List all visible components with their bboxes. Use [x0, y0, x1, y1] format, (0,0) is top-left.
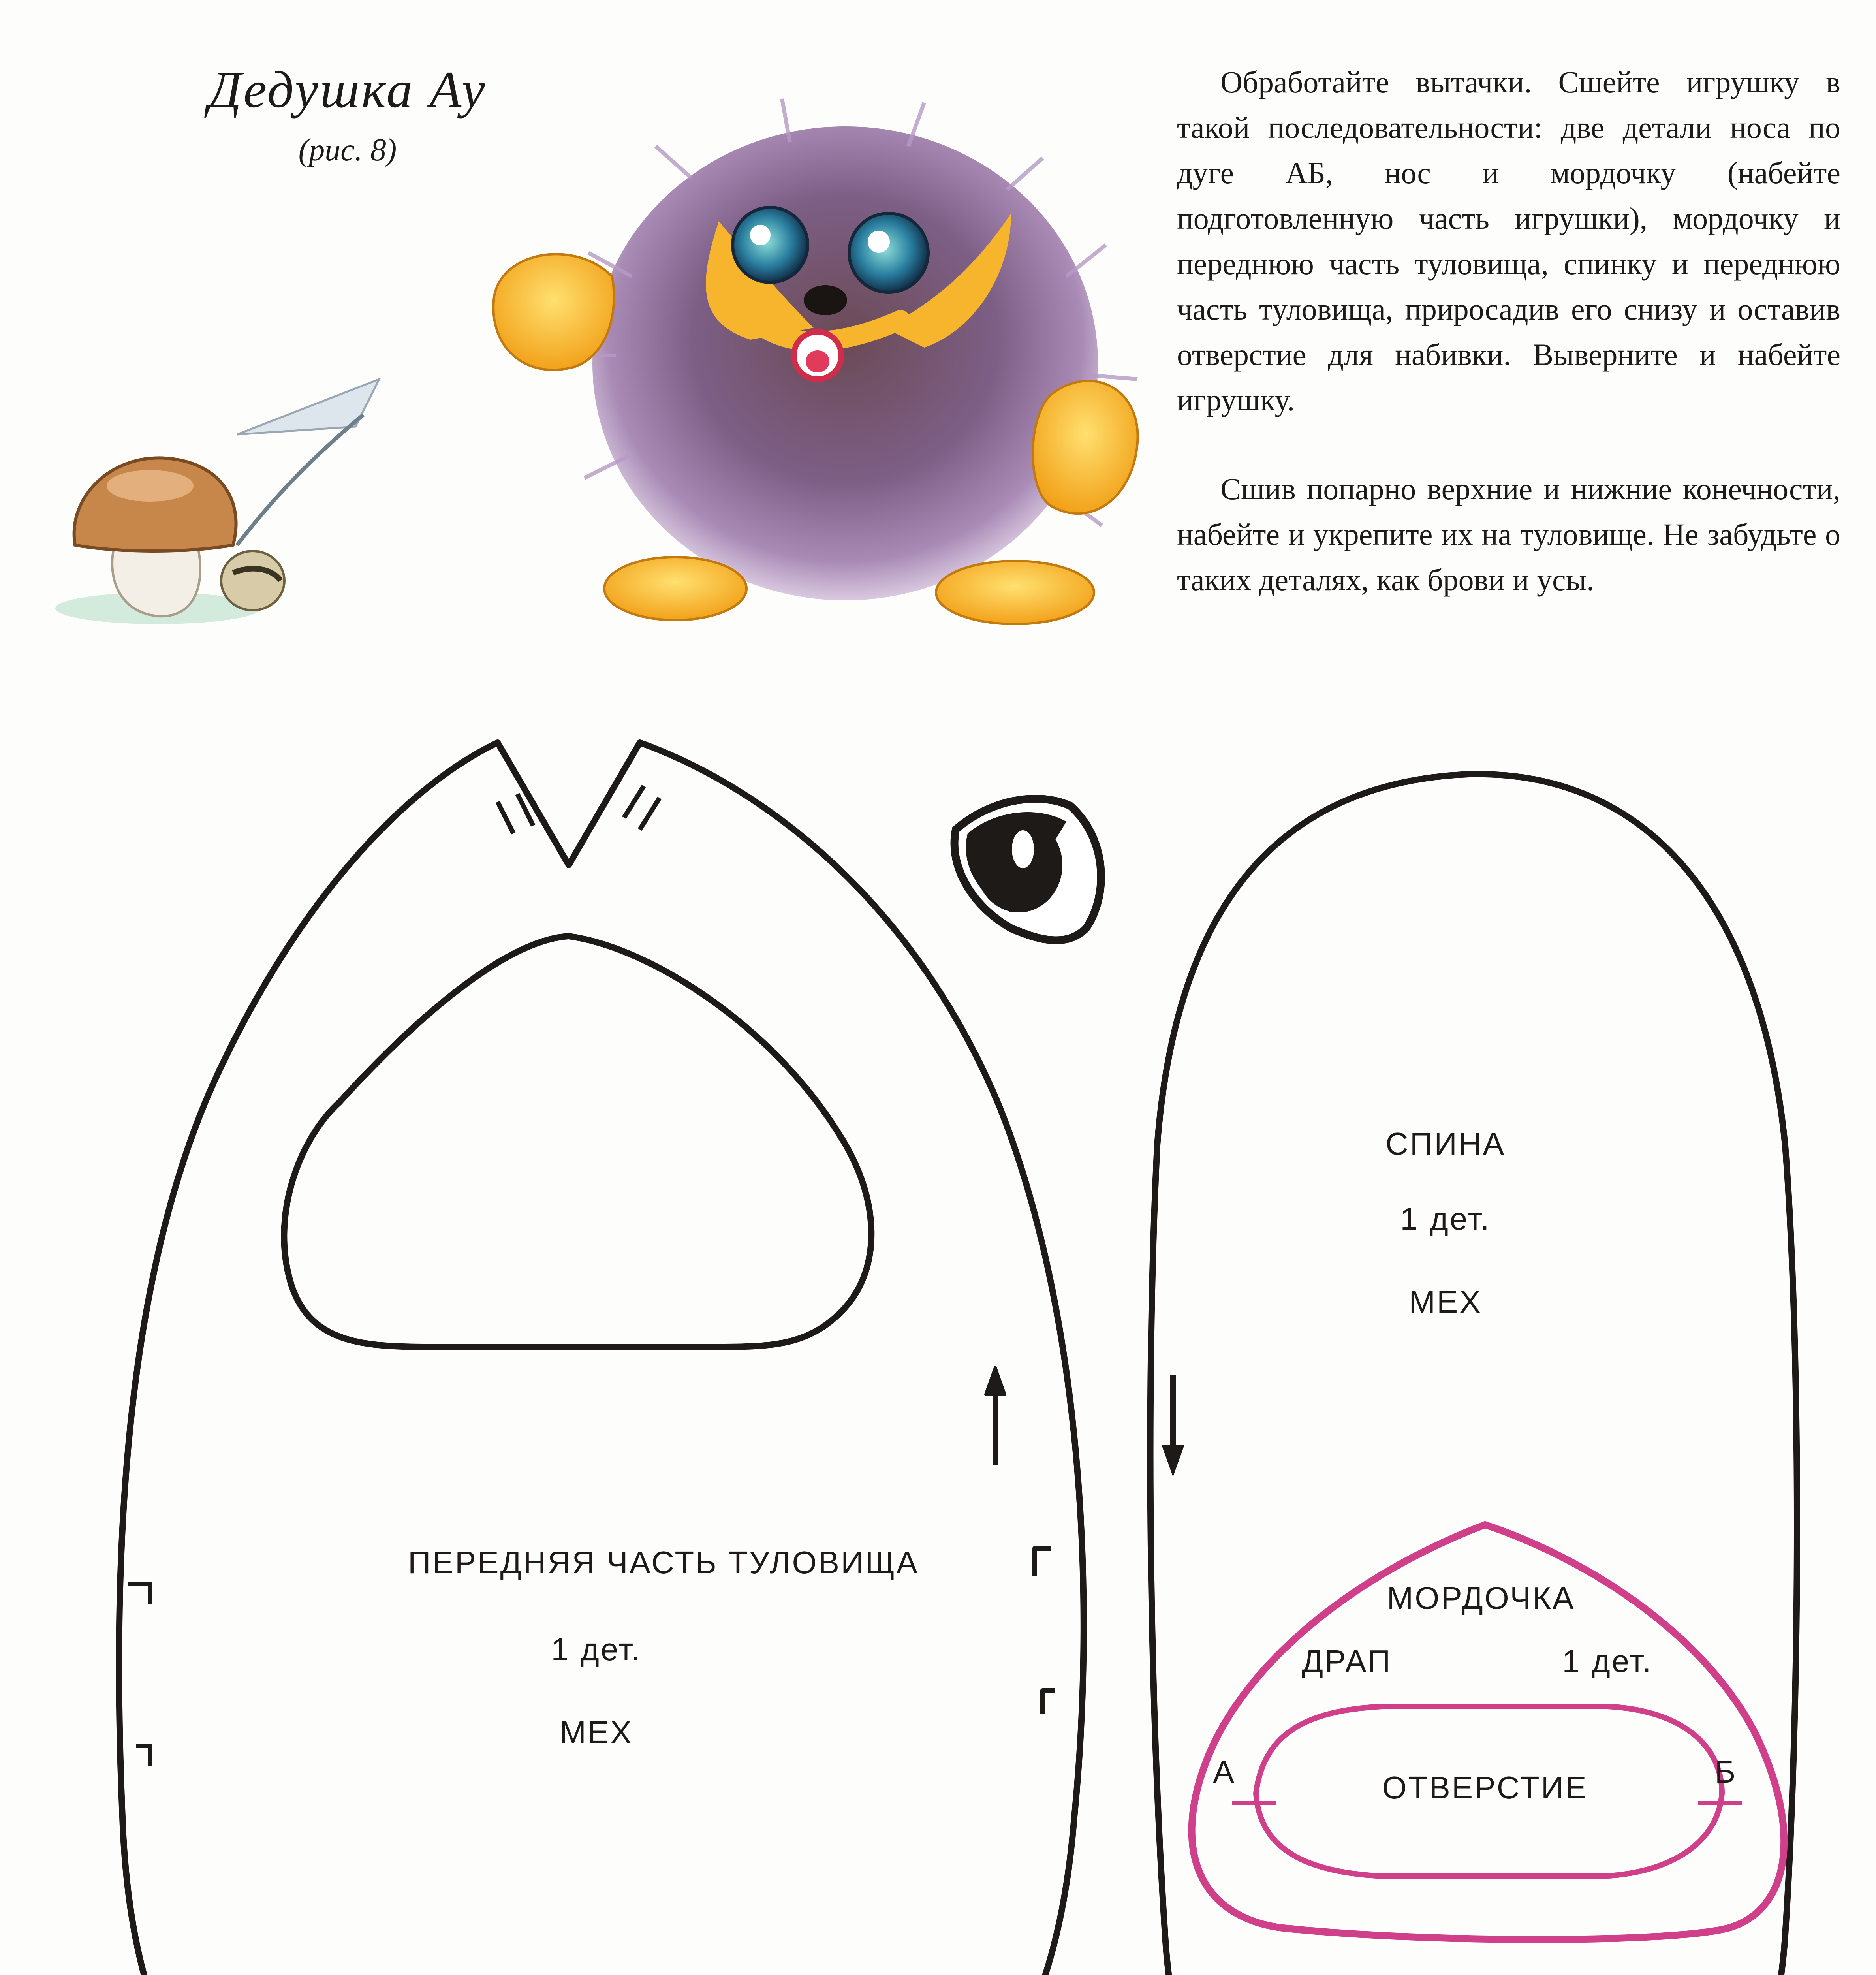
front-body-piece — [119, 743, 1083, 1975]
mushroom-illustration — [55, 379, 379, 624]
muzzle-opening-label: ОТВЕРСТИЕ — [1382, 1770, 1588, 1805]
figure-reference: (рис. 8) — [298, 133, 397, 167]
front-piece-count: 1 дет. — [551, 1632, 642, 1667]
point-b-label: Б — [1714, 1754, 1737, 1789]
back-piece-material: МЕХ — [1409, 1284, 1482, 1319]
front-piece-name: ПЕРЕДНЯЯ ЧАСТЬ ТУЛОВИЩА — [408, 1545, 919, 1580]
hedgehog-illustration — [493, 99, 1137, 624]
eye-piece — [955, 799, 1101, 940]
back-piece-count: 1 дет. — [1400, 1201, 1491, 1236]
muzzle-piece-material: ДРАП — [1301, 1644, 1392, 1679]
point-a-label: А — [1213, 1754, 1236, 1789]
instructions-paragraph: Сшив попарно верхние и нижние конечности, набейте и укрепите их на туловище. Не забудьте о таких деталях, как брови и усы. — [1177, 472, 1840, 597]
instructions-paragraph: Обработайте вытачки. Сшейте игрушку в такой последовательности: две детали носа по дуге АБ, нос и мордочку (набейте подготовленную часть игрушки), мордочку и переднюю часть туловища, спинку и переднюю часть туловища, приросадив его снизу и оставив отверстие для набивки. Выверните и набейте игрушку. — [1177, 65, 1840, 417]
muzzle-piece-name: МОРДОЧКА — [1387, 1580, 1575, 1616]
page-title: Дедушка Ау — [208, 60, 487, 118]
back-piece-name: СПИНА — [1385, 1126, 1506, 1161]
muzzle-piece-count: 1 дет. — [1562, 1644, 1653, 1679]
front-piece-material: МЕХ — [560, 1715, 633, 1750]
